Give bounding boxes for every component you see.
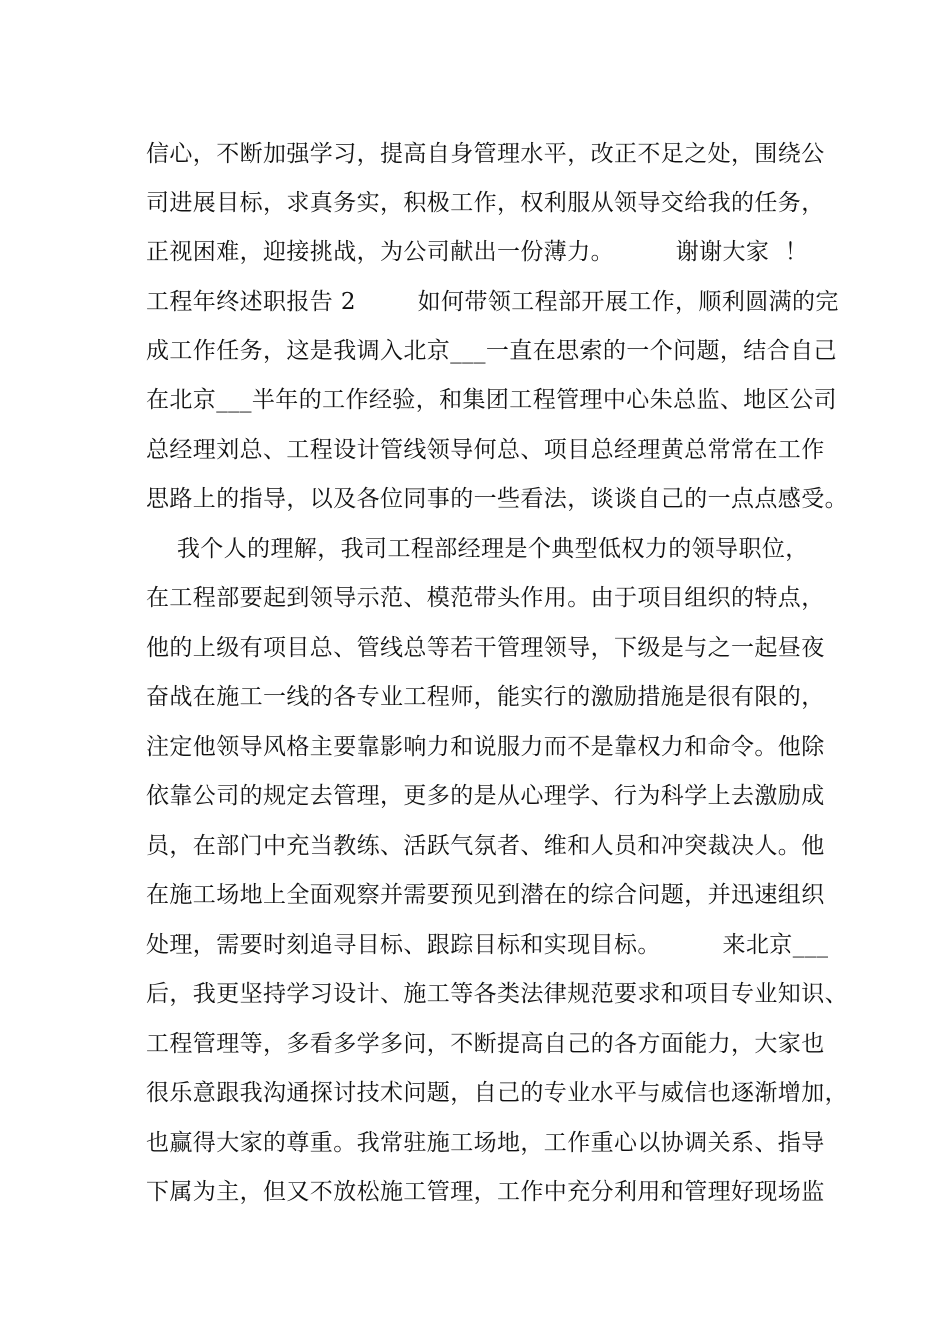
text-line: 注定他领导风格主要靠影响力和说服力而不是靠权力和命令。他除	[146, 734, 825, 760]
text-line: 很乐意跟我沟通探讨技术问题，自己的专业水平与威信也逐渐增加，	[146, 1080, 848, 1106]
text-line: 后，我更坚持学习设计、施工等各类法律规范要求和项目专业知识、	[146, 981, 848, 1007]
text-line: 下属为主，但又不放松施工管理，工作中充分利用和管理好现场监	[146, 1179, 825, 1205]
text-line: 正视困难，迎接挑战，为公司献出一份薄力。 谢谢大家 ！	[146, 239, 809, 265]
text-line: 司进展目标，求真务实，积极工作，权利服从领导交给我的任务，	[146, 190, 825, 216]
text-line: 依靠公司的规定去管理，更多的是从心理学、行为科学上去激励成	[146, 783, 825, 809]
text-line: 思路上的指导，以及各位同事的一些看法，谈谈自己的一点点感受。	[146, 486, 848, 512]
text-line: 处理，需要时刻追寻目标、跟踪目标和实现目标。 来北京___	[146, 932, 829, 958]
text-line: 信心，不断加强学习，提高自身管理水平，改正不足之处，围绕公	[146, 141, 825, 167]
text-line: 在工程部要起到领导示范、模范带头作用。由于项目组织的特点，	[146, 585, 825, 611]
text-line: 在北京___半年的工作经验，和集团工程管理中心朱总监、地区公司	[146, 387, 837, 413]
text-line: 工程管理等，多看多学多问，不断提高自己的各方面能力，大家也	[146, 1031, 825, 1057]
text-line: 总经理刘总、工程设计管线领导何总、项目总经理黄总常常在工作	[146, 437, 825, 463]
text-line: 成工作任务，这是我调入北京___一直在思索的一个问题，结合自己	[146, 338, 837, 364]
text-line: 工程年终述职报告 2 如何带领工程部开展工作，顺利圆满的完	[146, 289, 839, 315]
text-line: 奋战在施工一线的各专业工程师，能实行的激励措施是很有限的，	[146, 684, 825, 710]
text-line: 他的上级有项目总、管线总等若干管理领导，下级是与之一起昼夜	[146, 635, 825, 661]
text-line: 也赢得大家的尊重。我常驻施工场地，工作重心以协调关系、指导	[146, 1130, 825, 1156]
text-line: 在施工场地上全面观察并需要预见到潜在的综合问题，并迅速组织	[146, 882, 825, 908]
text-line: 我个人的理解，我司工程部经理是个典型低权力的领导职位，	[146, 536, 809, 562]
text-line: 员，在部门中充当教练、活跃气氛者、维和人员和冲突裁决人。他	[146, 833, 825, 859]
